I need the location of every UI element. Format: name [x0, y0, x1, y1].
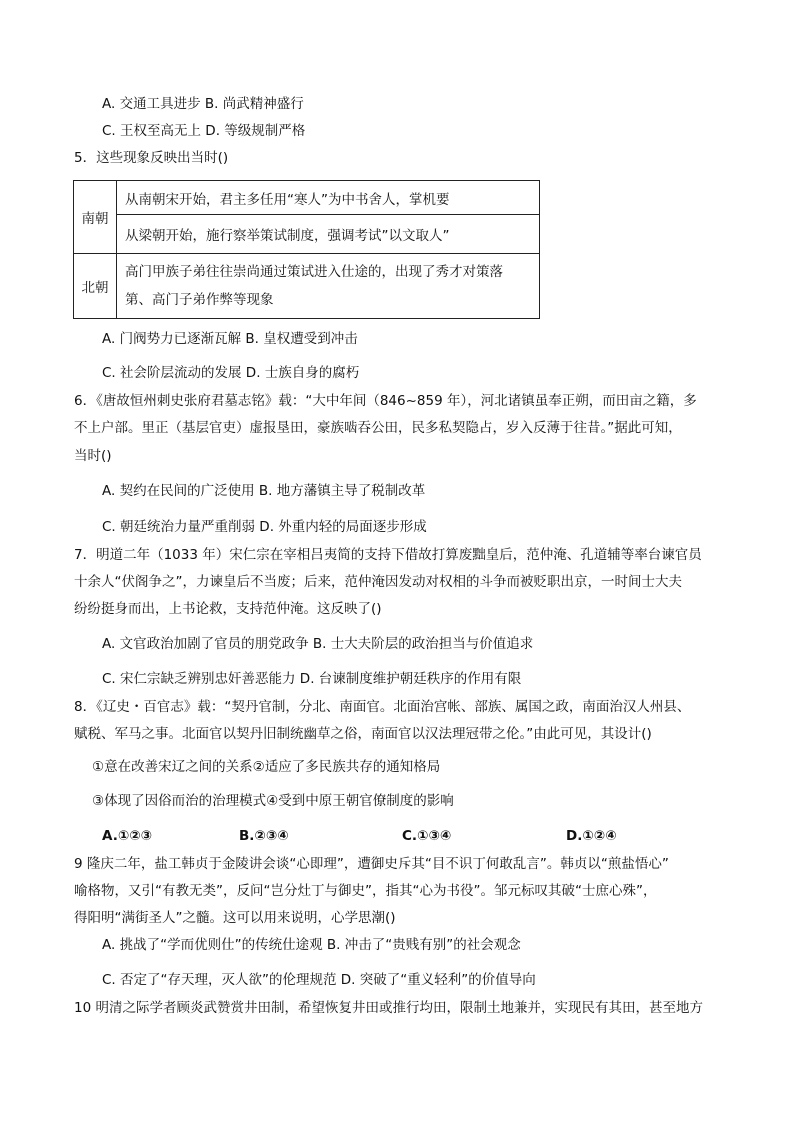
q5-options-line-2: C. 社会阶层流动的发展 D. 士族自身的腐朽: [102, 365, 360, 381]
q6-stem-line-3: 当时(): [74, 448, 112, 464]
q4-options-line-2: C. 王权至高无上 D. 等级规制严格: [102, 123, 306, 139]
q5-north-label: 北朝: [74, 254, 117, 319]
q5-options-line-1: A. 门阀势力已逐渐瓦解 B. 皇权遭受到冲击: [102, 331, 358, 347]
q8-option-b: B.②③④: [239, 828, 289, 844]
q8-option-c: C.①③④: [402, 828, 452, 844]
q7-options-line-2: C. 宋仁宗缺乏辨别忠奸善恶能力 D. 台谏制度维护朝廷秩序的作用有限: [102, 671, 522, 687]
q5-south-row-2: 从梁朝开始，施行察举策试制度，强调考试”以文取人”: [117, 215, 540, 254]
q7-options-line-1: A. 文官政治加剧了官员的朋党政争 B. 士大夫阶层的政治担当与价值追求: [102, 636, 534, 652]
q6-options-line-1: A. 契约在民间的广泛使用 B. 地方藩镇主导了税制改革: [102, 483, 426, 499]
q6-stem-line-1: 6．《唐故恒州刺史张府君墓志铭》载：“大中年间（846~859 年），河北诸镇虽奉正朔，而田亩之籍，多: [74, 393, 697, 409]
q7-stem-line-1: 7．明道二年（1033 年）宋仁宗在宰相吕夷简的支持下借故打算废黜皇后，范仲淹、孔道辅等率台谏官员: [74, 547, 702, 563]
q9-stem-line-1: 9 隆庆二年，盐工韩贞于金陵讲会谈“心即理”，遭御史斥其“目不识丁何敢乱言”。韩贞以“煎盐悟心”: [74, 856, 669, 872]
q5-north-line-2: 第、高门子弟作弊等现象: [125, 292, 274, 308]
q5-south-label: 南朝: [74, 181, 117, 254]
q9-options-line-1: A. 挑战了“学而优则仕”的传统仕途观 B. 冲击了“贵贱有别”的社会观念: [102, 937, 521, 953]
q9-stem-line-3: 得阳明“满街圣人”之髓。这可以用来说明，心学思潮(): [74, 910, 396, 926]
q4-options-line-1: A. 交通工具进步 B. 尚武精神盛行: [102, 96, 304, 112]
q10-stem-line-1: 10 明清之际学者顾炎武赞赏井田制，希望恢复井田或推行均田，限制土地兼并，实现民有其田，甚至地方: [74, 1000, 703, 1016]
q5-stem: 5．这些现象反映出当时(): [74, 150, 229, 166]
q6-stem-line-2: 不上户部。里正（基层官吏）虚报垦田，豪族啮吞公田，民多私契隐占，岁入反薄于往昔。”据此可知，: [74, 420, 682, 436]
q8-items-line-1: ①意在改善宋辽之间的关系②适应了多民族共存的通知格局: [92, 759, 441, 775]
q6-options-line-2: C. 朝廷统治力量严重削弱 D. 外重内轻的局面逐步形成: [102, 519, 427, 535]
q5-north-line-1: 高门甲族子弟往往崇尚通过策试进入仕途的，出现了秀才对策落: [125, 264, 503, 280]
q5-south-row-1: 从南朝宋开始，君主多任用“寒人”为中书舍人，掌机要: [117, 181, 540, 215]
q7-stem-line-3: 纷纷挺身而出，上书论救，支持范仲淹。这反映了(): [74, 601, 382, 617]
q8-option-a: A.①②③: [102, 828, 153, 844]
q5-north-cell: [117, 254, 540, 319]
q8-option-d: D.①②④: [566, 828, 617, 844]
q9-options-line-2: C. 否定了“存天理，灭人欲”的伦理规范 D. 突破了“重义轻利”的价值导向: [102, 972, 536, 988]
q8-stem-line-1: 8．《辽史・百官志》载：“契丹官制，分北、南面官。北面治宫帐、部族、属国之政，南面治汉人州县、: [74, 699, 691, 715]
q8-stem-line-2: 赋税、军马之事。北面官以契丹旧制统幽草之俗，南面官以汉法理冠带之伦。”由此可见，其设计(): [74, 726, 652, 742]
q9-stem-line-2: 喻格物，又引“有教无类”，反问“岂分灶丁与御史”，指其“心为书役”。邹元标叹其破“士庶心殊”，: [74, 883, 657, 899]
q7-stem-line-2: 十余人“伏阁争之”，力谏皇后不当废；后来，范仲淹因发动对权相的斗争而被贬职出京，一时间士大夫: [74, 574, 682, 590]
q8-items-line-2: ③体现了因俗而治的治理模式④受到中原王朝官僚制度的影响: [92, 793, 454, 809]
q5-table: [73, 180, 540, 319]
